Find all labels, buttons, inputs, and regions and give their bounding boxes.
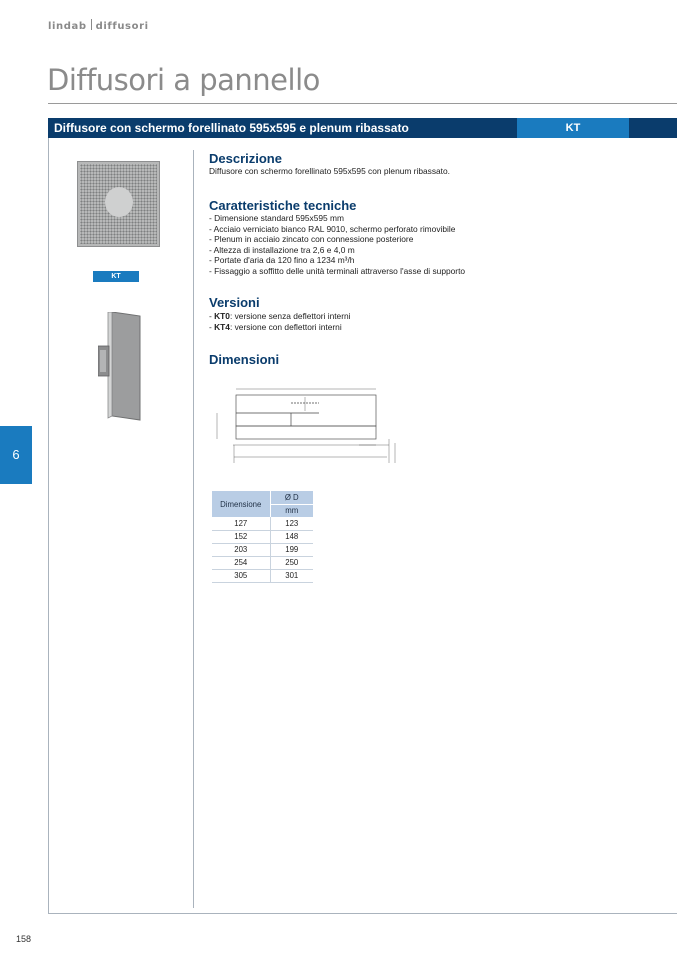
dimension-drawing <box>209 383 399 471</box>
product-side-photo <box>98 312 142 422</box>
list-item: - Acciaio verniciato bianco RAL 9010, schermo perforato rimovibile <box>209 223 456 234</box>
table-header-unit: mm <box>270 504 313 517</box>
versioni-list <box>209 311 351 332</box>
version-code: KT0 <box>214 311 230 321</box>
title-rule <box>48 103 677 104</box>
heading-versioni: Versioni <box>209 295 260 310</box>
version-code: KT4 <box>214 321 230 332</box>
list-item: - Plenum in acciaio zincato con connessione posteriore <box>209 234 414 245</box>
chapter-tab[interactable]: 6 <box>0 426 32 484</box>
product-badge: KT <box>93 271 139 282</box>
brand-section: diffusori <box>95 21 149 32</box>
page-title: Diffusori a pannello <box>47 63 320 97</box>
list-item: - Dimensione standard 595x595 mm <box>209 213 344 223</box>
column-divider <box>193 150 194 908</box>
table-header-diameter: Ø D <box>270 491 313 504</box>
list-item: - KT0: versione senza deflettori interni <box>209 311 351 321</box>
center-disk <box>105 187 133 217</box>
table-row: 152 148 <box>212 530 313 543</box>
caratteristiche-list <box>209 213 465 277</box>
heading-caratteristiche: Caratteristiche tecniche <box>209 198 357 213</box>
brand-separator <box>91 19 92 30</box>
product-code-tab: KT <box>517 118 629 138</box>
dimensions-table <box>212 491 313 583</box>
table-row: 203 199 <box>212 543 313 556</box>
brand-name: lindab <box>48 21 87 32</box>
descrizione-text: Diffusore con schermo forellinato 595x595 con plenum ribassato. <box>209 166 450 176</box>
frame-bottom-border <box>48 913 677 914</box>
brand-header <box>48 19 149 32</box>
page-number: 158 <box>16 934 32 944</box>
list-item: - KT4: versione con deflettori interni <box>209 321 342 332</box>
list-item: - Portate d'aria da 120 fino a 1234 m³/h <box>209 255 355 266</box>
table-row: 305 301 <box>212 569 313 582</box>
heading-dimensioni: Dimensioni <box>209 352 280 367</box>
product-front-photo <box>77 161 160 247</box>
table-row: 127 123 <box>212 517 313 530</box>
product-title-band <box>48 118 677 138</box>
table-row: 254 250 <box>212 556 313 569</box>
product-title: Diffusore con schermo forellinato 595x595 e plenum ribassato <box>54 121 409 135</box>
frame-left-border <box>48 138 49 914</box>
heading-descrizione: Descrizione <box>209 151 282 166</box>
list-item: - Altezza di installazione tra 2,6 e 4,0 m <box>209 244 355 255</box>
table-header-dimension: Dimensione <box>212 491 270 517</box>
list-item: - Fissaggio a soffitto delle unità terminali attraverso l'asse di supporto <box>209 265 466 276</box>
